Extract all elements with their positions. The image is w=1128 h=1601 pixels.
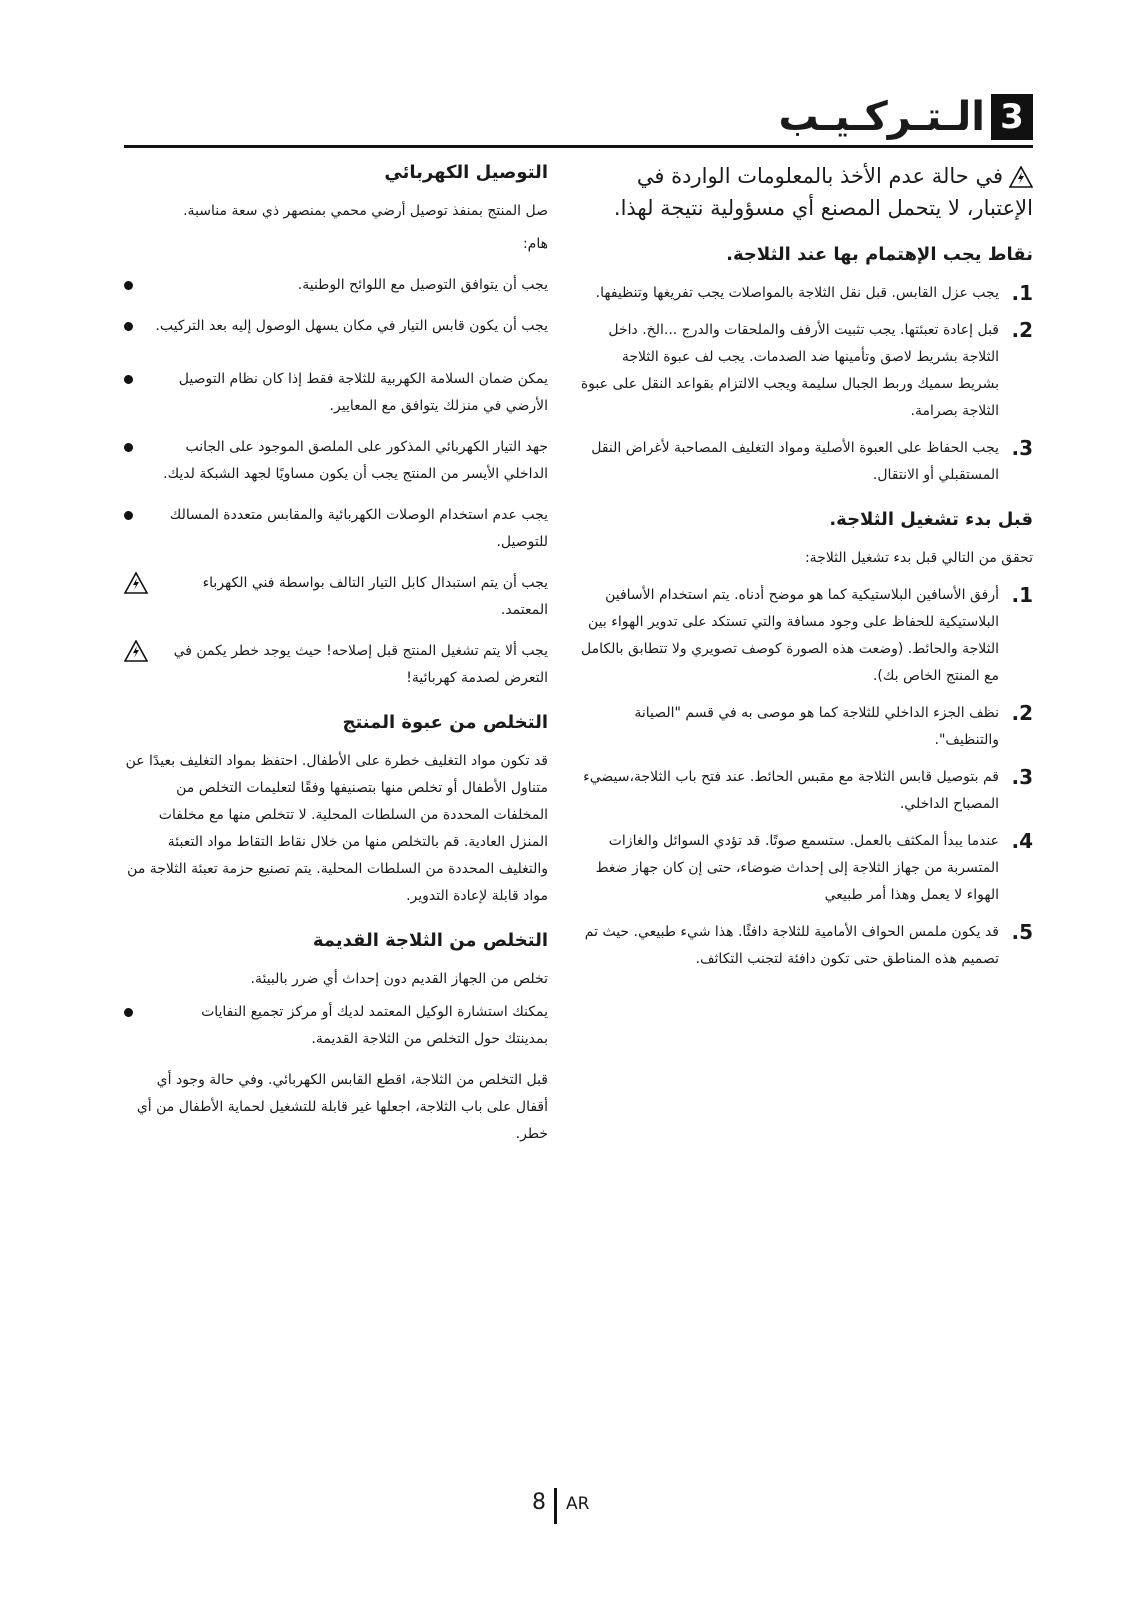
intro-warning-text: في حالة عدم الأخذ بالمعلومات الواردة في الإعتبار، لا يتحمل المصنع أي مسؤولية نتيجة لهذا. (613, 164, 1033, 220)
page-number: 8 (532, 1490, 546, 1515)
bullet-dot (124, 322, 133, 331)
bullet-dot (124, 511, 133, 520)
list-item: 1. يجب عزل القابس. قبل نقل الثلاجة بالمواصلات يجب تفريغها وتنظيفها. (595, 281, 1033, 305)
chapter-header (124, 92, 1033, 148)
bullet-dot (124, 375, 133, 384)
important-label: هام: (522, 236, 548, 252)
electrical-bullets (124, 272, 548, 556)
list-item: 2. نظف الجزء الداخلي للثلاجة كما هو موصى به في قسم "الصيانة والتنظيف". (634, 701, 1033, 748)
list-item: يجب عدم استخدام الوصلات الكهربائية والمقابس متعددة المسالك للتوصيل. (124, 502, 548, 556)
before-operation-intro: تحقق من التالي قبل بدء تشغيل الثلاجة: (804, 550, 1033, 566)
bullet-dot (124, 1008, 133, 1017)
bullet-dot (124, 443, 133, 452)
left-column (124, 160, 548, 1154)
intro-warning (578, 160, 1033, 224)
list-item: 1. أرفق الأسافين البلاستيكية كما هو موضح أدناه. يتم استخدام الأسافين البلاستيكية للحفاظ على وجود مسافة والتي تستكد على تدوير الهواء بين الثلاجة والحائط. (وضعت هذه الصورة كوصف تصويري ولا تتطابق بالكامل مع المنتج الخاص بك). (581, 583, 1033, 684)
old-fridge-heading: التخلص من الثلاجة القديمة (312, 930, 548, 951)
right-column (578, 160, 1033, 983)
chapter-number-badge: 3 (991, 94, 1033, 140)
packaging-text: قد تكون مواد التغليف خطرة على الأطفال. احتفظ بمواد التغليف بعيدًا عن متناول الأطفال أو تخلص منها بتصنيفها وفقًا لتعليمات التخلص من المخلفات المحددة من السلطات المحلية. لا تتخلص منها مع مخلفات المنزل العادية. قم بالتخلص منها من خلال نقاط التقاط مواد التعبئة والتغليف المحددة من السلطات المحلية. يتم تصنيع حزمة تعبئة الثلاجة من مواد قابلة لإعادة التدوير. (125, 753, 548, 904)
footer-separator (554, 1488, 557, 1524)
cable-warning: يجب أن يتم استبدال كابل التيار التالف بواسطة فني الكهرباء المعتمد. (124, 570, 548, 624)
before-operation-list (578, 582, 1033, 973)
repair-warning: يجب ألا يتم تشغيل المنتج قبل إصلاحه! حيث يوجد خطر يكمن في التعرض لصدمة كهربائية! (124, 638, 548, 692)
list-item: 3. يجب الحفاظ على العبوة الأصلية ومواد التغليف المصاحبة لأغراض النقل المستقبلي أو الانتقال. (591, 436, 1033, 483)
list-item: 2. قبل إعادة تعبئتها. يجب تثبيت الأرفف والملحقات والدرج ...الخ. داخل الثلاجة بشريط لاصق وتأمينها ضد الصدمات. يجب لف عبوة الثلاجة بشريط سميك وربط الجبال سليمة ويجب الالتزام بقواعد النقل على عبوة الثلاجة بصرامة. (580, 318, 1033, 419)
list-item: 3. قم بتوصيل قابس الثلاجة مع مقبس الحائط. عند فتح باب الثلاجة،سيضيء المصباح الداخلي. (583, 765, 1033, 812)
list-item: يجب أن يكون قابس التيار في مكان يسهل الوصول إليه بعد التركيب. (124, 313, 548, 340)
list-item: 4. عندما يبدأ المكثف بالعمل. ستسمع صوتًا. قد تؤدي السوائل والغازات المتسربة من جهاز الثلاجة إلى إحداث ضوضاء، حتى إن كان جهاز ضغط الهواء لا يعمل وهذا أمر طبيعي (595, 829, 1033, 903)
transport-heading: نقاط يجب الإهتمام بها عند الثلاجة. (726, 244, 1033, 265)
electrical-heading: التوصيل الكهربائي (384, 162, 548, 183)
electrical-intro: صل المنتج بمنفذ توصيل أرضي محمي بمنصهر ذي سعة مناسبة. (183, 203, 548, 219)
warning-icon (124, 572, 148, 594)
transport-list (578, 280, 1033, 489)
header-rule (124, 145, 1033, 148)
warning-icon (124, 640, 148, 662)
list-item: جهد التيار الكهربائي المذكور على الملصق الموجود على الجانب الداخلي الأيسر من المنتج يجب أن يكون مساويًا لجهد الشبكة لديك. (124, 434, 548, 488)
packaging-heading: التخلص من عبوة المنتج (342, 712, 548, 733)
old-fridge-closing: قبل التخلص من الثلاجة، اقطع القابس الكهربائي. وفي حالة وجود أي أقفال على باب الثلاجة، اجعلها غير قابلة للتشغيل لحماية الأطفال من أي خطر. (136, 1072, 548, 1142)
list-item: 5. قد يكون ملمس الحواف الأمامية للثلاجة دافئًا. هذا شيء طبيعي. حيث تم تصميم هذه المناطق حتى تكون دافئة لتجنب التكاثف. (584, 920, 1033, 967)
list-item: يجب أن يتوافق التوصيل مع اللوائح الوطنية. (124, 272, 548, 299)
old-fridge-intro: تخلص من الجهاز القديم دون إحداث أي ضرر بالبيئة. (250, 971, 548, 987)
before-operation-heading: قبل بدء تشغيل الثلاجة. (829, 509, 1033, 530)
warning-icon (1009, 166, 1033, 188)
list-item: يمكن ضمان السلامة الكهربية للثلاجة فقط إذا كان نظام التوصيل الأرضي في منزلك يتوافق مع المعايير. (124, 366, 548, 420)
bullet-dot (124, 281, 133, 290)
chapter-title: الـتـركـيـب (778, 94, 985, 140)
old-fridge-bullets (124, 999, 548, 1053)
language-code: AR (566, 1494, 590, 1514)
list-item: يمكنك استشارة الوكيل المعتمد لديك أو مركز تجميع النفايات بمدينتك حول التخلص من الثلاجة القديمة. (124, 999, 548, 1053)
page-footer (0, 1490, 1128, 1530)
